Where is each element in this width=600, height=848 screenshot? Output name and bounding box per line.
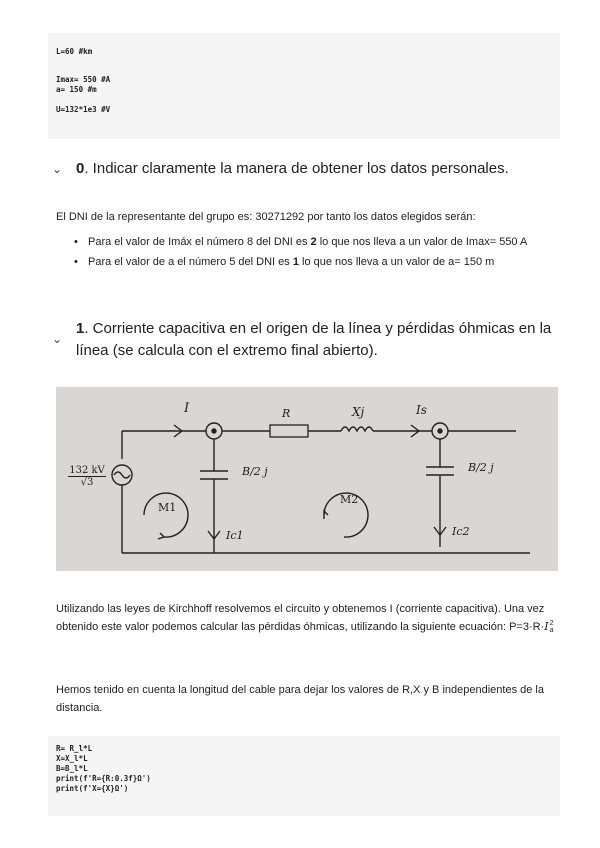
code-line: X=X_l*L [56, 754, 88, 763]
code-line: R= R_l*L [56, 744, 93, 753]
chevron-down-icon[interactable]: ⌄ [52, 332, 63, 346]
list-item: • Para el valor de a el número 5 del DNI es 1 lo que nos lleva a un valor de a= 150 m [56, 254, 562, 271]
code-line: B=B_l*L [56, 764, 88, 773]
code-line [56, 95, 560, 105]
current-ic2-label: Ic2 [452, 525, 470, 538]
code-line: print(f'X={X}Ω') [56, 784, 129, 793]
current-is-label: Is [416, 403, 427, 417]
dni-intro-paragraph: El DNI de la representante del grupo es: 30271292 por tanto los datos elegidos serán: [56, 211, 476, 223]
length-paragraph: Hemos tenido en cuenta la longitud del cable para dejar los valores de R,X y B independientes de la distancia. [56, 684, 544, 714]
code-line: print(f'R={R:0.3f}Ω') [56, 774, 151, 783]
section-0-heading[interactable] [52, 158, 562, 182]
mesh-1-label: M1 [158, 501, 177, 514]
section-1-heading[interactable] [52, 318, 562, 364]
left-capacitor-label: B/2 j [242, 465, 268, 478]
reactance-label: Xj [352, 405, 365, 419]
code-line: L=60 #km [56, 47, 93, 56]
formula-superscript: 2 [549, 620, 554, 628]
source-label: 132 kV √3 [69, 465, 105, 488]
list-item: • Para el valor de Imáx el número 8 del DNI es 2 lo que nos lleva a un valor de Imax= 550 A [56, 234, 562, 251]
code-line: Imax= 550 #A [56, 75, 111, 84]
section-title: . Corriente capacitiva en el origen de la línea y pérdidas óhmicas en la línea (se calcula con el extremo final abierto). [76, 320, 552, 359]
current-i-label: I [184, 401, 190, 416]
resistor-label: R [282, 407, 291, 420]
circuit-diagram-image [56, 387, 558, 571]
code-cell-top[interactable] [48, 33, 560, 139]
bullet-list [56, 234, 562, 271]
code-line: a= 150 #m [56, 85, 97, 94]
formula-variable: I [544, 620, 549, 633]
section-title: . Indicar claramente la manera de obtener los datos personales. [84, 160, 509, 177]
section-number: 0 [76, 160, 85, 177]
right-capacitor-label: B/2 j [468, 461, 494, 474]
mesh-2-label: M2 [340, 493, 359, 506]
current-ic1-label: Ic1 [226, 529, 244, 542]
chevron-down-icon[interactable]: ⌄ [52, 162, 63, 176]
formula-subscript: a [549, 627, 554, 635]
code-line: U=132*1e3 #V [56, 105, 111, 114]
section-number: 1 [76, 320, 85, 337]
code-line [56, 57, 560, 67]
code-cell-bottom[interactable] [48, 736, 560, 816]
kirchhoff-paragraph: Utilizando las leyes de Kirchhoff resolvemos el circuito y obtenemos I (corriente capacitiva). Una vez obtenido este valor podemos calcular las pérdidas óhmicas, utilizando la siguiente ecuación: P=3·R·I 2 a [56, 603, 554, 635]
circuit-drawing [56, 387, 558, 571]
